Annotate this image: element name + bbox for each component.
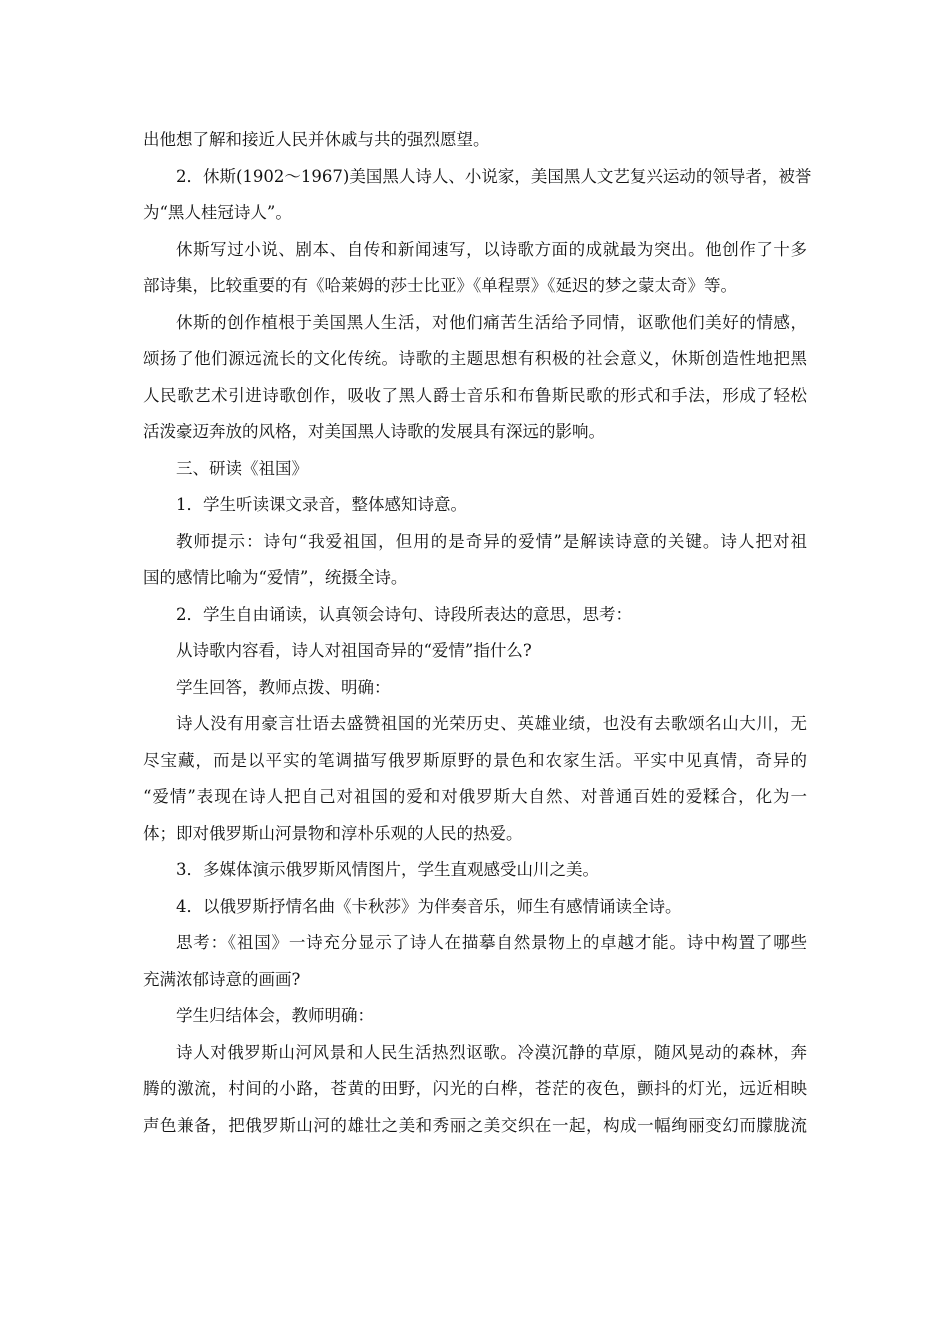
text-line: 人民歌艺术引进诗歌创作，吸收了黑人爵士音乐和布鲁斯民歌的形式和手法，形成了轻松 [143,385,807,405]
text-line: 3．多媒体演示俄罗斯风情图片，学生直观感受山川之美。 [176,860,599,879]
text-line: 出他想了解和接近人民并休戚与共的强烈愿望。 [143,130,490,149]
text-line: 国的感情比喻为“爱情”，统摄全诗。 [143,568,408,587]
document-body [143,122,812,1144]
text-line: 声色兼备，把俄罗斯山河的雄壮之美和秀丽之美交织在一起，构成一幅绚丽变幻而朦胧流 [143,1115,807,1135]
text-line: 教师提示：诗句“我爱祖国，但用的是奇异的爱情”是解读诗意的关键。诗人把对祖 [176,531,807,551]
text-line: 2．学生自由诵读，认真领会诗句、诗段所表达的意思，思考： [176,604,632,624]
text-line: 为“黑人桂冠诗人”。 [143,203,292,222]
text-line: 休斯的创作植根于美国黑人生活，对他们痛苦生活给予同情，讴歌他们美好的情感， [176,312,807,332]
text-line: 尽宝藏，而是以平实的笔调描写俄罗斯原野的景色和农家生活。平实中见真情，奇异的 [143,750,807,770]
text-line: “爱情”表现在诗人把自己对祖国的爱和对俄罗斯大自然、对普通百姓的爱糅合，化为一 [143,787,807,806]
text-line: 4．以俄罗斯抒情名曲《卡秋莎》为伴奏音乐，师生有感情诵读全诗。 [176,896,682,916]
text-line: 2．休斯(1902～1967)美国黑人诗人、小说家，美国黑人文艺复兴运动的领导者，被誉 [176,166,812,186]
text-line: 部诗集，比较重要的有《哈莱姆的莎士比亚》《单程票》《延迟的梦之蒙太奇》等。 [143,276,737,295]
text-line: 颂扬了他们源远流长的文化传统。诗歌的主题思想有积极的社会意义，休斯创造性地把黑 [143,349,807,368]
text-line: 诗人没有用豪言壮语去盛赞祖国的光荣历史、英雄业绩，也没有去歌颂名山大川，无 [176,714,807,733]
text-line: 腾的激流，村间的小路，苍黄的田野，闪光的白桦，苍茫的夜色，颤抖的灯光，远近相映 [143,1079,807,1098]
text-line: 学生回答，教师点拨、明确： [176,677,391,697]
text-line: 体；即对俄罗斯山河景物和淳朴乐观的人民的热爱。 [143,823,523,843]
text-line: 诗人对俄罗斯山河风景和人民生活热烈讴歌。冷漠沉静的草原，随风晃动的森林，奔 [176,1042,807,1062]
text-line: 充满浓郁诗意的画画? [143,969,301,989]
text-line: 休斯写过小说、剧本、自传和新闻速写，以诗歌方面的成就最为突出。他创作了十多 [176,239,807,259]
text-line: 活泼豪迈奔放的风格，对美国黑人诗歌的发展具有深远的影响。 [143,422,605,441]
text-line: 三、研读《祖国》 [176,458,308,478]
text-line: 思考：《祖国》一诗充分显示了诗人在描摹自然景物上的卓越才能。诗中构置了哪些 [176,933,807,952]
text-line: 从诗歌内容看，诗人对祖国奇异的“爱情”指什么? [176,641,532,660]
text-line: 1．学生听读课文录音，整体感知诗意。 [176,495,467,514]
text-line: 学生归结体会，教师明确： [176,1006,374,1025]
